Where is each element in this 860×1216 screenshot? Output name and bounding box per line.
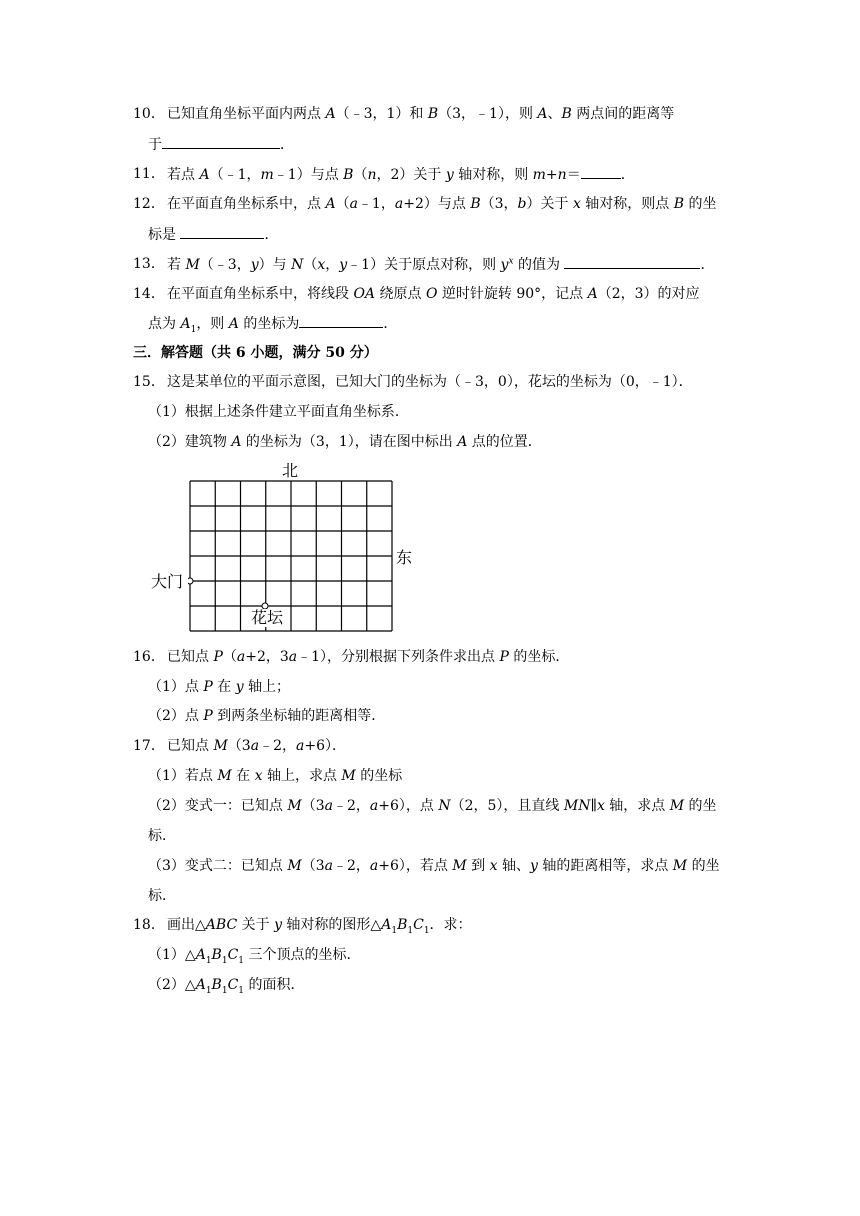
question-number: 14． bbox=[133, 286, 165, 302]
site-plan-grid bbox=[188, 480, 394, 635]
question-text: 在平面直角坐标系中，点 A（a﹣1，a+2）与点 B（3，b）关于 x 轴对称，则点 B 的坐 bbox=[167, 196, 717, 212]
answer-blank[interactable] bbox=[180, 224, 264, 239]
question-text: 若点 A（﹣1，m﹣1）与点 B（n，2）关于 y 轴对称，则 m+n＝ ． bbox=[167, 164, 635, 185]
question-number: 10． bbox=[133, 106, 165, 122]
question-text: 已知点 P（a+2，3a﹣1），分别根据下列条件求出点 P 的坐标． bbox=[167, 649, 570, 665]
question-text: 已知点 M（3a﹣2，a+6）． bbox=[167, 738, 346, 754]
question-text: 画出△ABC 关于 y 轴对称的图形$\triangle A_1B_1C_1$．求： bbox=[167, 917, 472, 936]
question-number: 12． bbox=[133, 196, 165, 212]
east-label: 东 bbox=[396, 548, 413, 567]
north-label: 北 bbox=[282, 461, 299, 480]
question-text: 已知直角坐标平面内两点 A（﹣3，1）和 B（3，﹣1），则 A、B 两点间的距离等 bbox=[167, 106, 675, 122]
answer-blank[interactable] bbox=[299, 313, 383, 328]
question-number: 17． bbox=[133, 738, 165, 754]
question-number: 18． bbox=[133, 917, 165, 933]
question-text: 这是某单位的平面示意图，已知大门的坐标为（﹣3，0），花坛的坐标为（0，﹣1）． bbox=[167, 374, 693, 390]
garden-label: 花坛 bbox=[251, 608, 284, 627]
question-number: 11． bbox=[133, 166, 165, 182]
question-number: 16． bbox=[133, 649, 165, 665]
answer-blank[interactable] bbox=[162, 134, 280, 149]
gate-label: 大门 bbox=[151, 572, 184, 591]
question-number: 15． bbox=[133, 374, 165, 390]
gate-point bbox=[188, 578, 193, 584]
question-text: 在平面直角坐标系中，将线段 OA 绕原点 O 逆时针旋转 90°，记点 A（2，3）的对应 bbox=[167, 286, 700, 302]
question-text: 若 M（﹣3，y）与 N（x，y﹣1）关于原点对称，则 $y^x$ 的值为 ． bbox=[167, 254, 714, 275]
answer-blank[interactable] bbox=[564, 254, 700, 269]
answer-blank[interactable] bbox=[581, 164, 621, 179]
question-number: 13． bbox=[133, 256, 165, 272]
